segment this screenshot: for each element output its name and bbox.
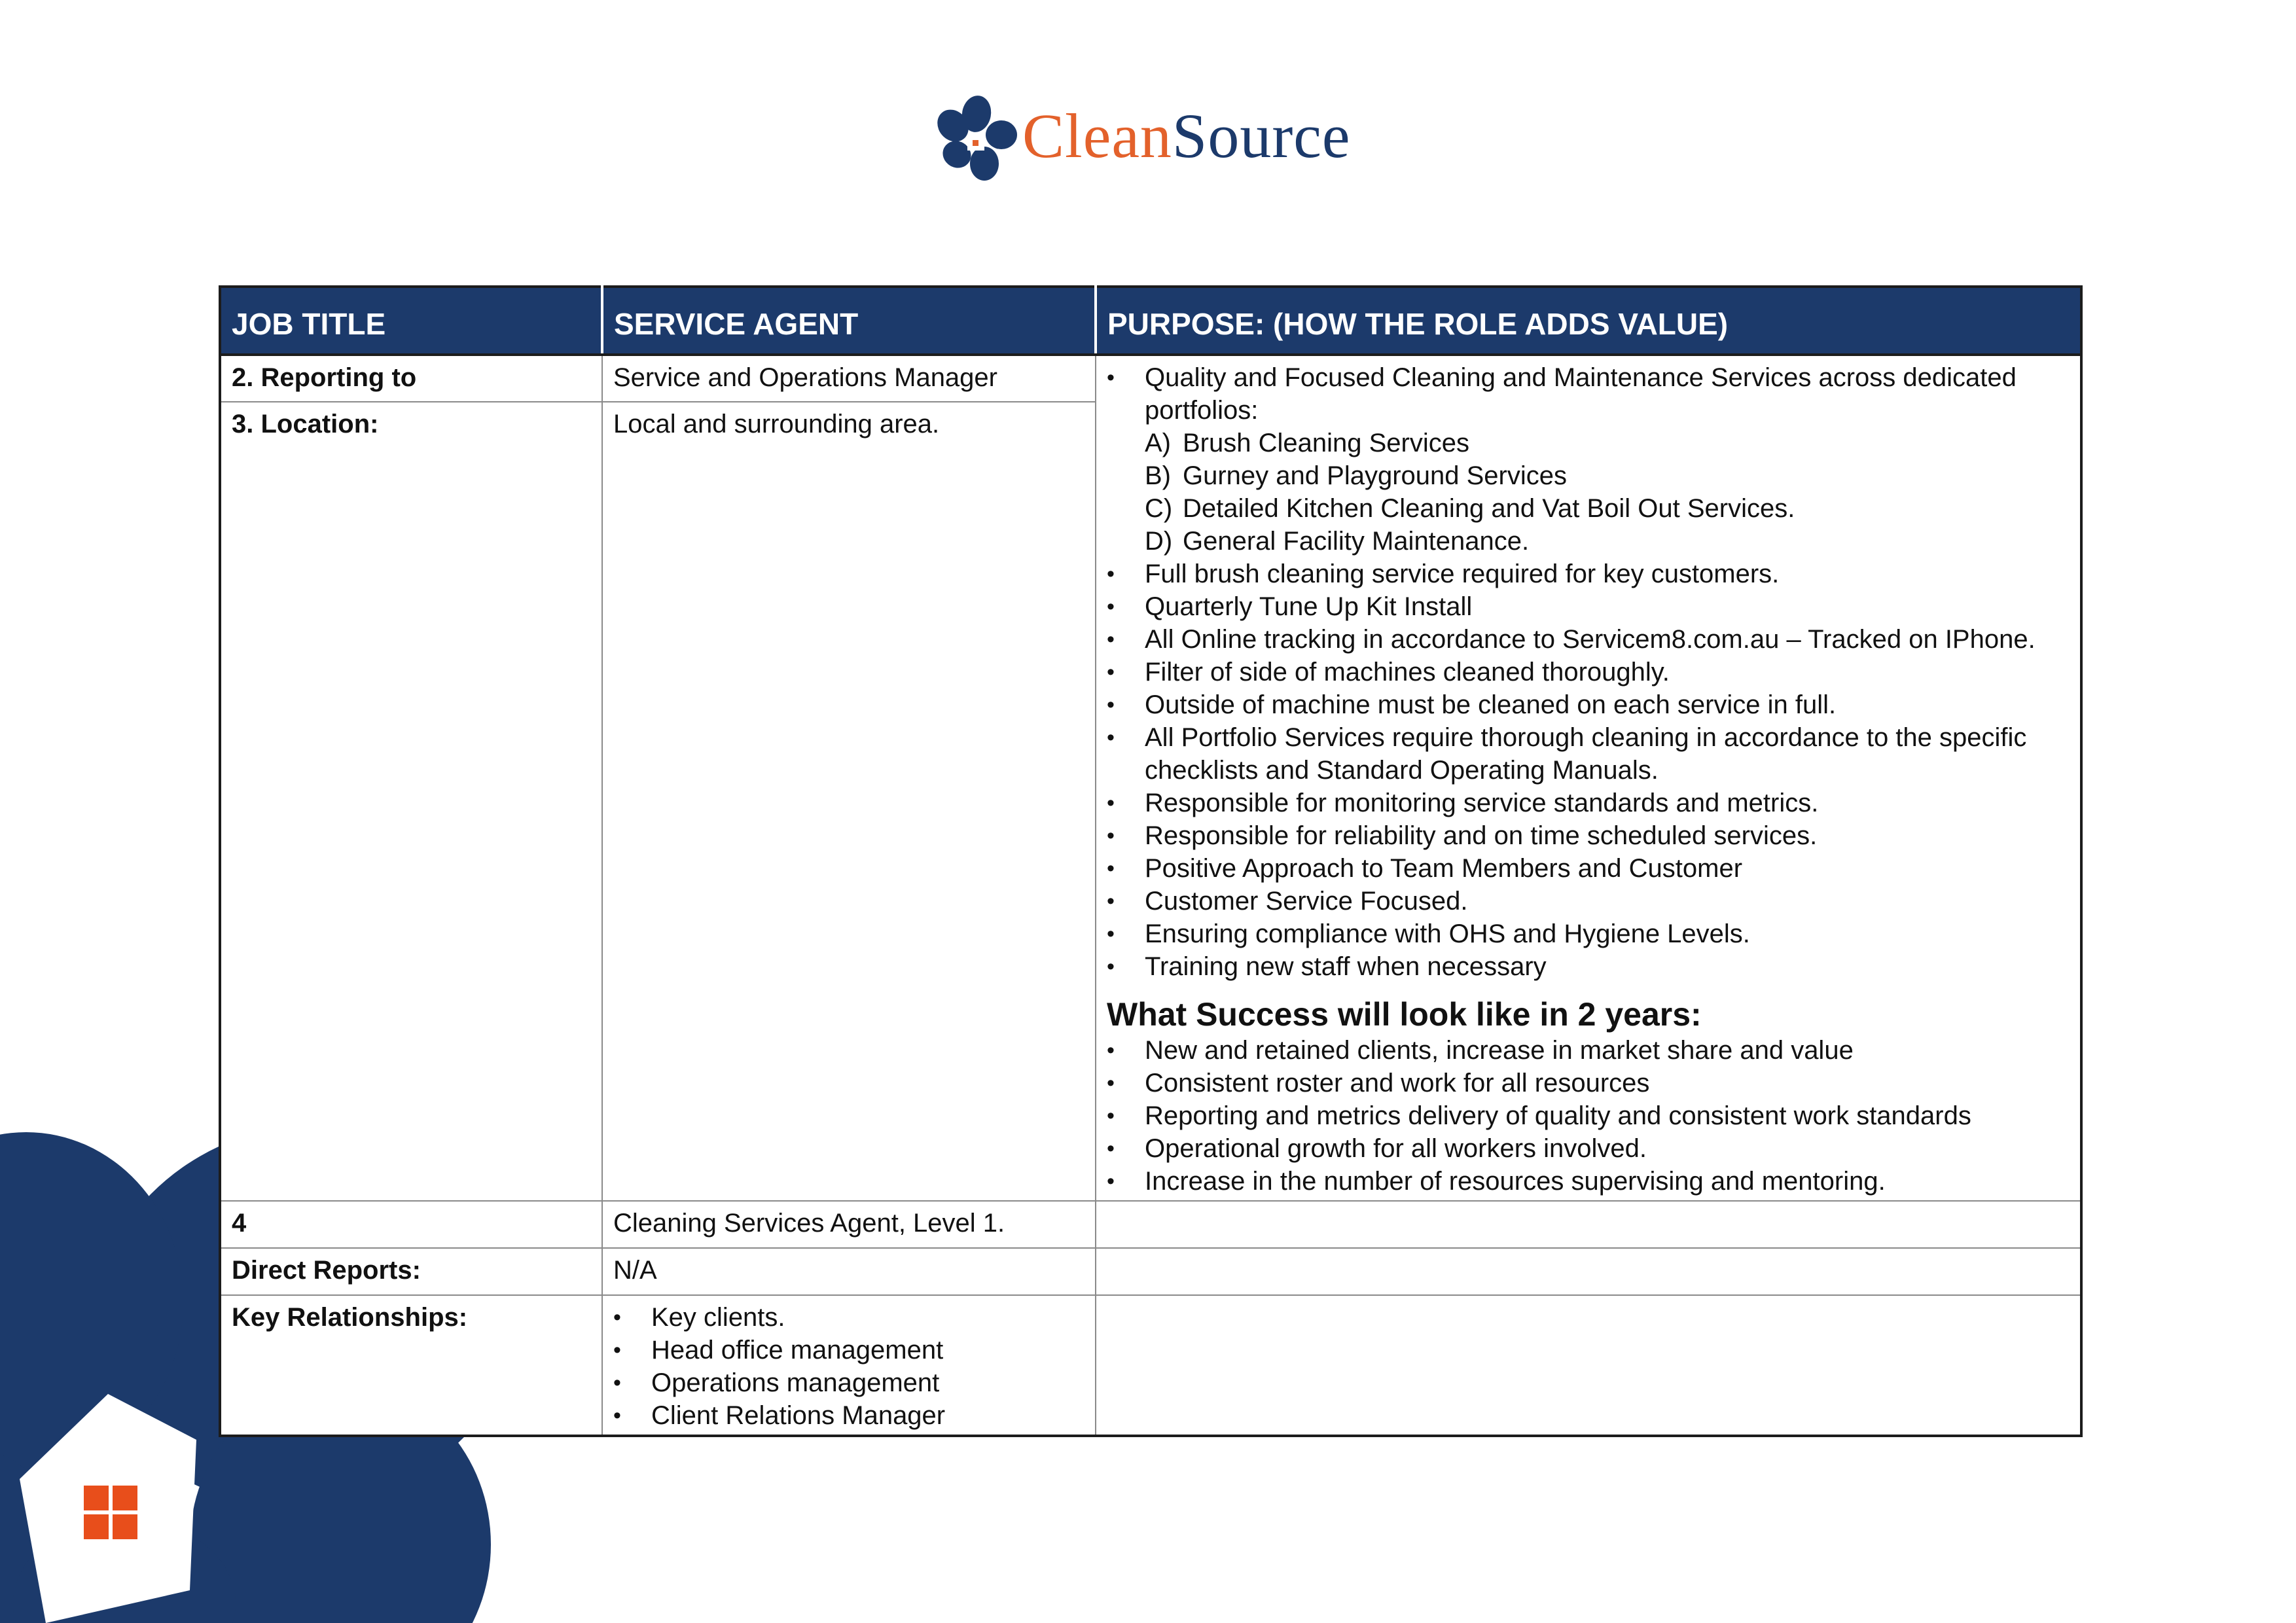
key-relationships-list <box>613 1301 1085 1432</box>
list-item: • Reporting and metrics delivery of quality and consistent work standards <box>1107 1099 2070 1132</box>
table-row <box>220 1248 2081 1295</box>
job-description-table <box>219 285 2083 1437</box>
table-row <box>220 1201 2081 1248</box>
header-row <box>220 287 2081 355</box>
list-item: • Operational growth for all workers involved. <box>1107 1132 2070 1165</box>
cleansource-logo-flower-icon <box>929 92 1021 183</box>
list-item: • New and retained clients, increase in market share and value <box>1107 1034 2070 1067</box>
direct-reports-value: N/A <box>602 1248 1096 1295</box>
list-item: • Quality and Focused Cleaning and Maintenance Services across dedicated portfolios: <box>1107 361 2070 427</box>
purpose-list <box>1107 361 2070 427</box>
list-item: • Key clients. <box>613 1301 1085 1334</box>
list-item: • Full brush cleaning service required for key customers. <box>1107 558 2070 590</box>
list-item: • Ensuring compliance with OHS and Hygiene Levels. <box>1107 918 2070 950</box>
table-row <box>220 1295 2081 1436</box>
list-item: • All Online tracking in accordance to Servicem8.com.au – Tracked on IPhone. <box>1107 623 2070 656</box>
list-item: • Positive Approach to Team Members and Customer <box>1107 852 2070 885</box>
purpose-cell <box>1096 355 2081 1201</box>
header-service-agent: SERVICE AGENT <box>602 287 1096 355</box>
success-bullets <box>1107 1034 2070 1198</box>
list-item: • Responsible for monitoring service standards and metrics. <box>1107 787 2070 819</box>
list-item: • Consistent roster and work for all resources <box>1107 1067 2070 1099</box>
purpose-bullets <box>1107 558 2070 983</box>
list-item: • Increase in the number of resources supervising and mentoring. <box>1107 1165 2070 1198</box>
list-item: • Training new staff when necessary <box>1107 950 2070 983</box>
empty-cell <box>1096 1295 2081 1436</box>
header-purpose: PURPOSE: (HOW THE ROLE ADDS VALUE) <box>1096 287 2081 355</box>
list-item: A) Brush Cleaning Services <box>1145 429 1469 457</box>
header-job-title: JOB TITLE <box>220 287 602 355</box>
reporting-to-label: 2. Reporting to <box>220 355 602 402</box>
portfolio-sublist <box>1107 427 2070 558</box>
success-heading: What Success will look like in 2 years: <box>1107 996 1702 1033</box>
list-item: • Quarterly Tune Up Kit Install <box>1107 590 2070 623</box>
table-row <box>220 355 2081 402</box>
list-item: • Head office management <box>613 1334 1085 1366</box>
list-item: D) General Facility Maintenance. <box>1145 527 1530 556</box>
list-item: • Filter of side of machines cleaned thoroughly. <box>1107 656 2070 688</box>
empty-cell <box>1096 1201 2081 1248</box>
direct-reports-label: Direct Reports: <box>220 1248 602 1295</box>
location-value: Local and surrounding area. <box>602 402 1096 1201</box>
location-label: 3. Location: <box>220 402 602 1201</box>
list-item: • All Portfolio Services require thorough cleaning in accordance to the specific checklists and Standard Operating Manuals. <box>1107 721 2070 787</box>
empty-cell <box>1096 1248 2081 1295</box>
reporting-to-value: Service and Operations Manager <box>602 355 1096 402</box>
logo-word-source: Source <box>1172 101 1351 171</box>
logo-word-clean: Clean <box>1022 101 1172 171</box>
level-value: Cleaning Services Agent, Level 1. <box>602 1201 1096 1248</box>
list-item: • Customer Service Focused. <box>1107 885 2070 918</box>
key-relationships-value <box>602 1295 1096 1436</box>
list-item: • Client Relations Manager <box>613 1399 1085 1432</box>
list-item: • Outside of machine must be cleaned on each service in full. <box>1107 688 2070 721</box>
key-relationships-label: Key Relationships: <box>220 1295 602 1436</box>
list-item: • Responsible for reliability and on time scheduled services. <box>1107 819 2070 852</box>
list-item: • Operations management <box>613 1366 1085 1399</box>
level-label: 4 <box>220 1201 602 1248</box>
list-item: C) Detailed Kitchen Cleaning and Vat Boil Out Services. <box>1145 494 1795 523</box>
cleansource-logo-wordmark <box>1022 99 1351 173</box>
list-item: B) Gurney and Playground Services <box>1145 461 1567 490</box>
